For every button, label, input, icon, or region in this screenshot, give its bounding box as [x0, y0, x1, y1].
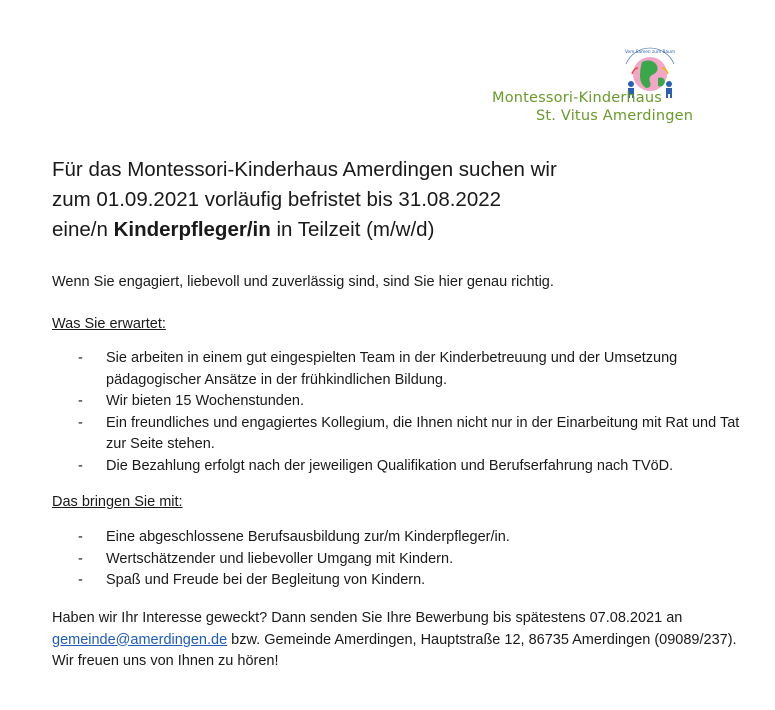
- logo-line-1: Montessori-Kinderhaus: [492, 90, 662, 106]
- logo-line-2: St. Vitus Amerdingen: [536, 108, 694, 124]
- list-item: - Sie arbeiten in einem gut eingespielten Team in der Kinderbetreuung und der Umsetzung pädagogischer Ansätze in der frühkindlichen Bildung.: [52, 348, 742, 391]
- list-item: - Wir bieten 15 Wochenstunden.: [52, 391, 742, 413]
- expectations-list: [52, 348, 742, 477]
- intro-text: Wenn Sie engagiert, liebevoll und zuverlässig sind, sind Sie hier genau richtig.: [52, 274, 554, 290]
- list-item: - Die Bezahlung erfolgt nach der jeweiligen Qualifikation und Berufserfahrung nach TVöD.: [52, 456, 742, 478]
- closing-paragraph: [52, 608, 742, 673]
- section-heading-requirements: Das bringen Sie mit:: [52, 494, 183, 510]
- list-item: - Eine abgeschlossene Berufsausbildung zur/m Kinderpfleger/in.: [52, 527, 742, 549]
- section-heading-expectations: Was Sie erwartet:: [52, 316, 166, 332]
- list-item: - Ein freundliches und engagiertes Kollegium, die Ihnen nicht nur in der Einarbeitung mit Rat und Tat zur Seite stehen.: [52, 413, 742, 456]
- job-headline: [52, 155, 742, 245]
- headline-prefix: eine/n: [52, 218, 114, 241]
- job-title: Kinderpfleger/in: [113, 218, 271, 241]
- kinderhaus-logo: [490, 44, 694, 124]
- list-item: - Spaß und Freude bei der Begleitung von Kindern.: [52, 570, 742, 592]
- headline-suffix: in Teilzeit (m/w/d): [270, 218, 435, 241]
- closing-part-1: Haben wir Ihr Interesse geweckt? Dann senden Sie Ihre Bewerbung bis spätestens 07.08.2021 an: [52, 610, 683, 626]
- requirements-list: [52, 527, 742, 592]
- email-link[interactable]: gemeinde@amerdingen.de: [52, 631, 228, 648]
- logo-arc-text: Vom Samen zum Baum: [624, 50, 676, 55]
- closing-part-2: bzw. Gemeinde Amerdingen, Hauptstraße 12, 86735 Amerdingen (09089/237). Wir freuen uns von Ihnen zu hören!: [52, 631, 737, 669]
- list-item: - Wertschätzender und liebevoller Umgang mit Kindern.: [52, 549, 742, 571]
- headline-line-3: [52, 215, 742, 245]
- headline-line-1: Für das Montessori-Kinderhaus Amerdingen suchen wir: [52, 158, 557, 181]
- headline-line-2: zum 01.09.2021 vorläufig befristet bis 31.08.2022: [52, 188, 502, 211]
